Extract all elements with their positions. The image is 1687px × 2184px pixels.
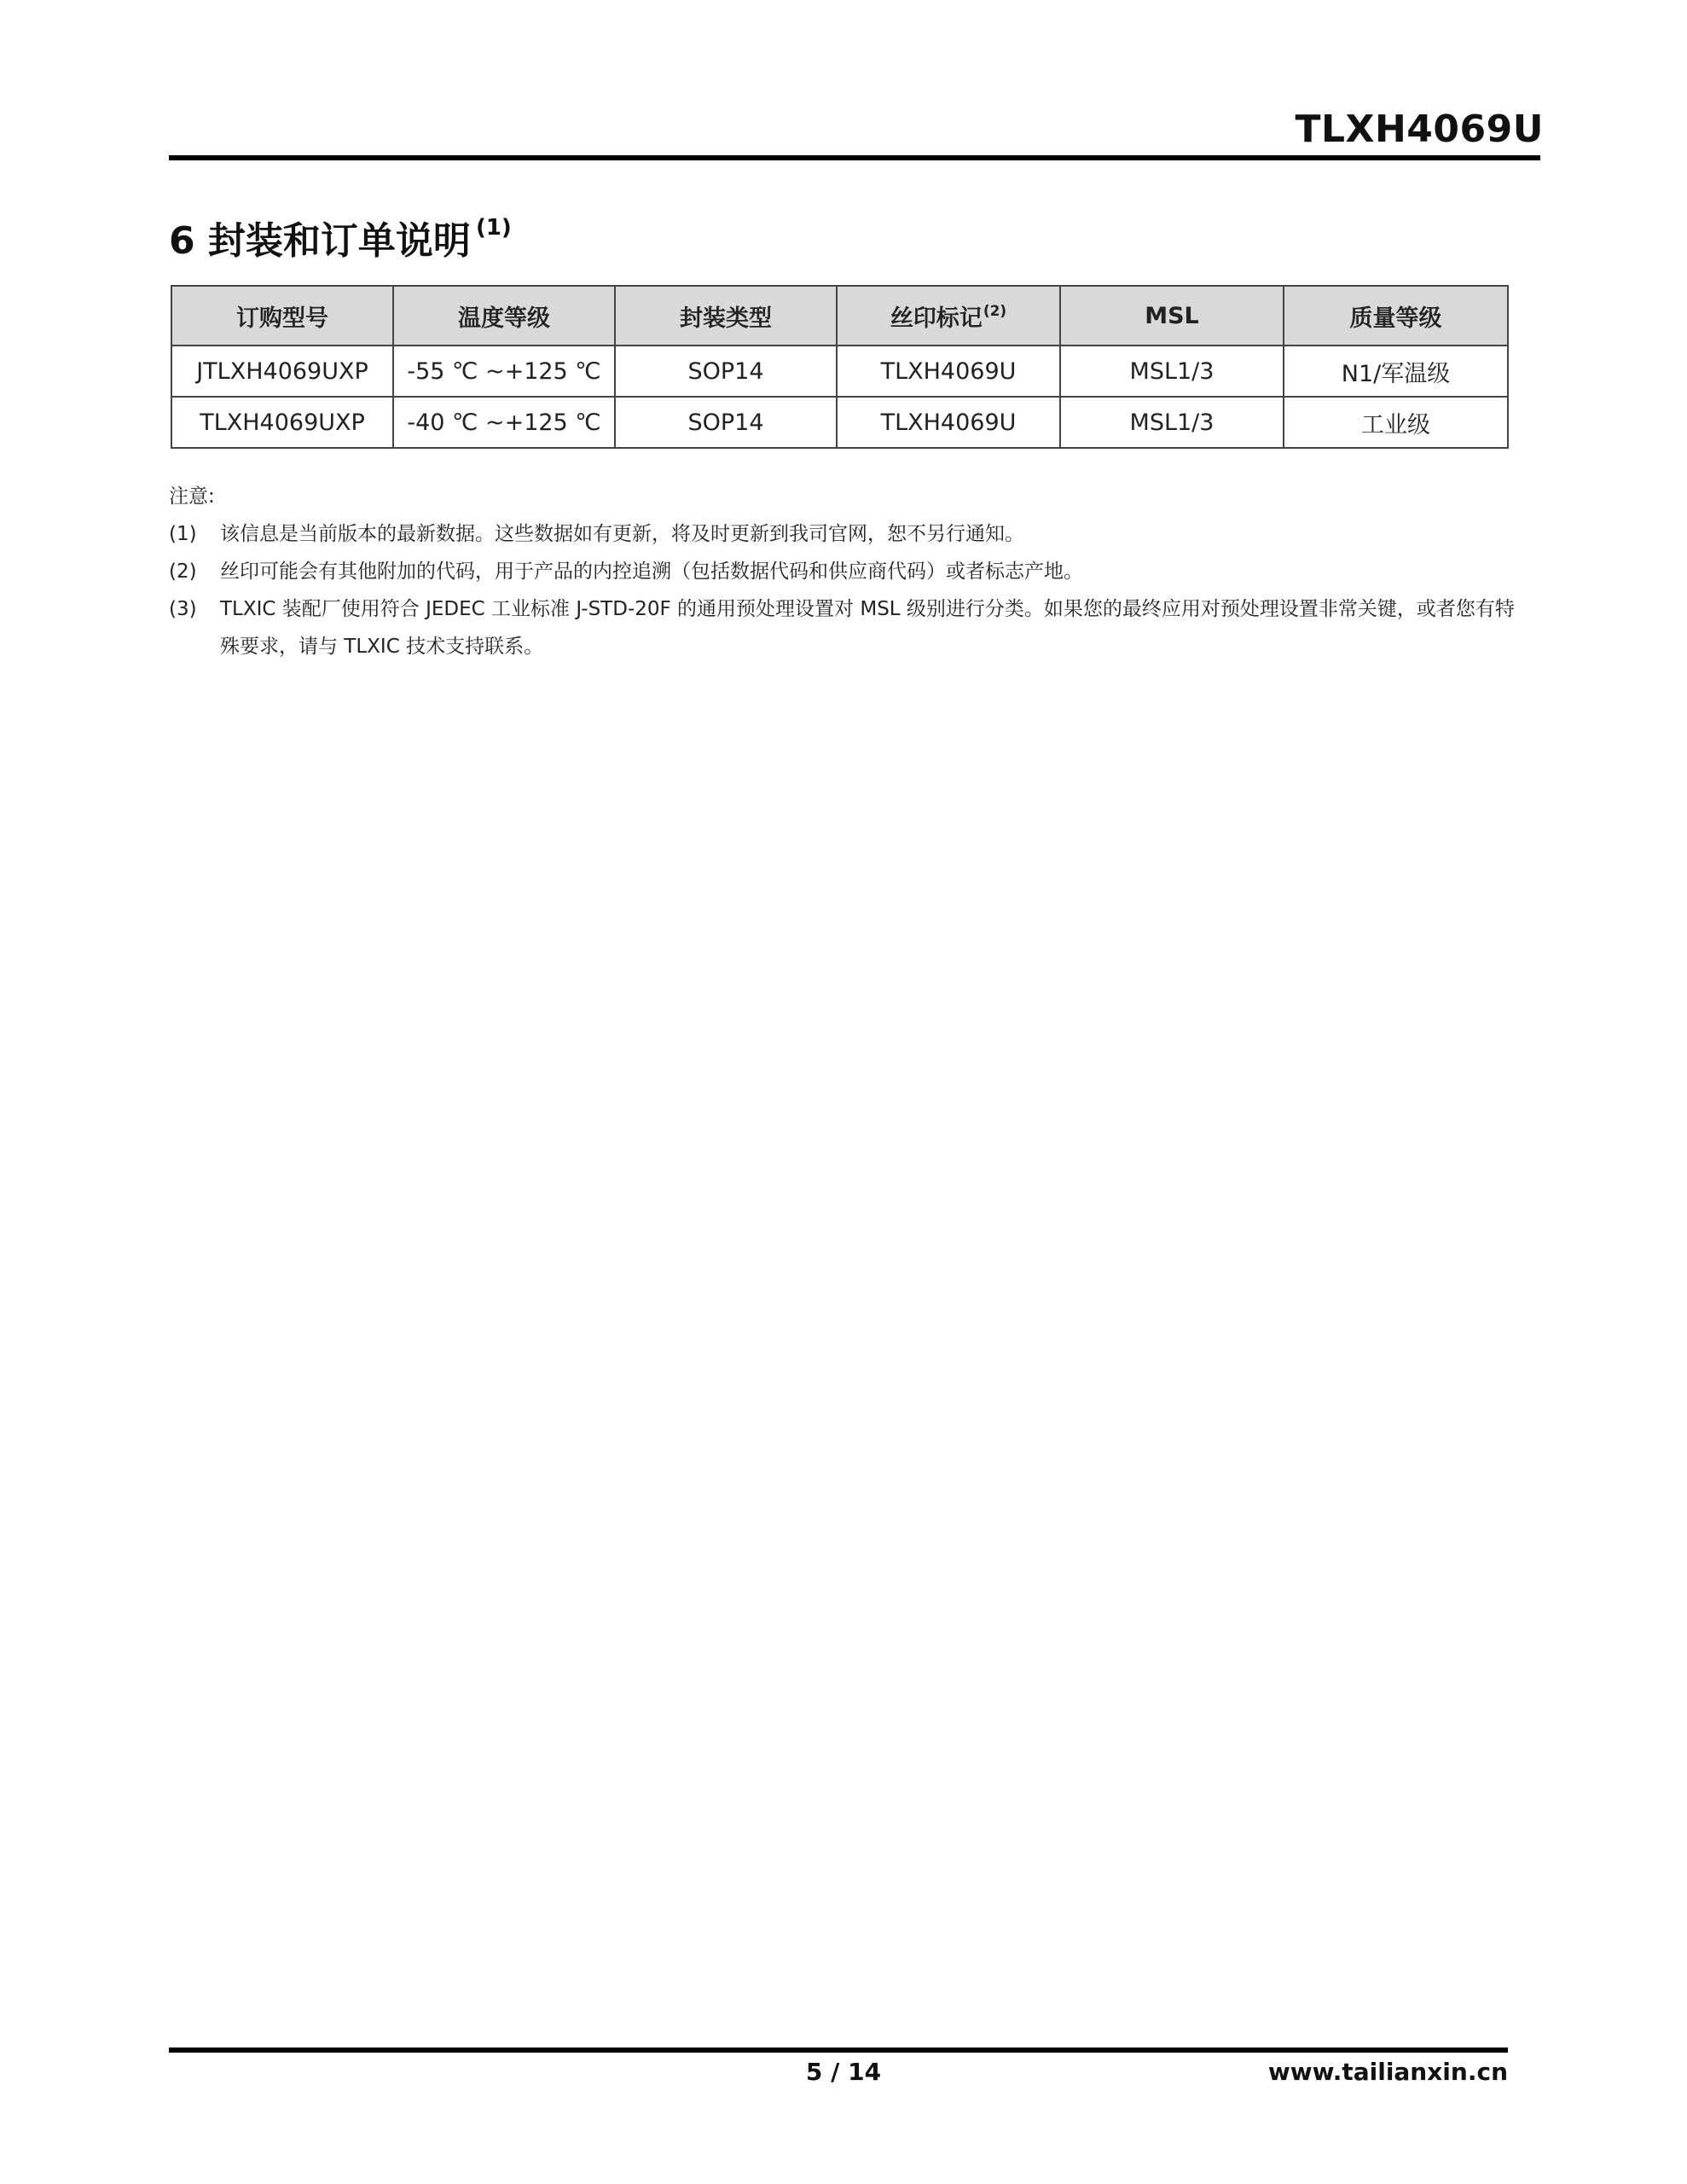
header-temperature-grade: 温度等级 xyxy=(393,286,615,346)
note-number: (2) xyxy=(169,561,197,583)
page-number: 5 / 14 xyxy=(805,2058,882,2086)
document-header-title: TLXH4069U xyxy=(1295,107,1544,151)
website-link[interactable]: www.tailianxin.cn xyxy=(1267,2058,1508,2086)
note-number: (3) xyxy=(169,598,197,620)
cell-quality-grade: 工业级 xyxy=(1284,397,1508,448)
ordering-info-table xyxy=(171,285,1509,449)
cell-marking: TLXH4069U xyxy=(837,397,1060,448)
section-heading xyxy=(169,198,512,271)
cell-temperature-grade: -40 ℃ ~+125 ℃ xyxy=(393,397,615,448)
header-order-model: 订购型号 xyxy=(171,286,393,346)
header-quality-grade: 质量等级 xyxy=(1284,286,1508,346)
note-item xyxy=(169,590,1516,665)
table-row xyxy=(171,397,1508,448)
header-msl: MSL xyxy=(1060,286,1284,346)
cell-order-model: JTLXH4069UXP xyxy=(171,346,393,397)
cell-order-model: TLXH4069UXP xyxy=(171,397,393,448)
header-marking-footnote: (2) xyxy=(983,302,1007,320)
note-number: (1) xyxy=(169,523,197,545)
cell-package-type: SOP14 xyxy=(615,397,837,448)
header-marking xyxy=(837,286,1060,346)
table-header-row xyxy=(171,286,1508,346)
cell-package-type: SOP14 xyxy=(615,346,837,397)
section-title-footnote: (1) xyxy=(475,215,512,241)
note-item xyxy=(169,553,1516,590)
cell-marking: TLXH4069U xyxy=(837,346,1060,397)
table-row xyxy=(171,346,1508,397)
cell-temperature-grade: -55 ℃ ~+125 ℃ xyxy=(393,346,615,397)
cell-msl: MSL1/3 xyxy=(1060,346,1284,397)
cell-msl: MSL1/3 xyxy=(1060,397,1284,448)
header-divider xyxy=(169,155,1540,160)
note-text: TLXIC 装配厂使用符合 JEDEC 工业标准 J-STD-20F 的通用预处理设置对 MSL 级别进行分类。如果您的最终应用对预处理设置非常关键，或者您有特殊要求，请与 TLXIC 技术支持联系。 xyxy=(220,598,1515,658)
cell-quality-grade: N1/军温级 xyxy=(1284,346,1508,397)
footer-divider xyxy=(169,2048,1508,2053)
header-marking-label: 丝印标记 xyxy=(890,305,983,332)
note-item xyxy=(169,515,1516,553)
notes-heading: 注意: xyxy=(169,485,215,508)
header-package-type: 封装类型 xyxy=(615,286,837,346)
section-title-text: 6 封装和订单说明 xyxy=(169,219,471,263)
note-text: 丝印可能会有其他附加的代码，用于产品的内控追溯（包括数据代码和供应商代码）或者标志产地。 xyxy=(220,561,1083,583)
notes-section xyxy=(169,478,1516,665)
note-text: 该信息是当前版本的最新数据。这些数据如有更新，将及时更新到我司官网，恕不另行通知。 xyxy=(220,523,1024,545)
